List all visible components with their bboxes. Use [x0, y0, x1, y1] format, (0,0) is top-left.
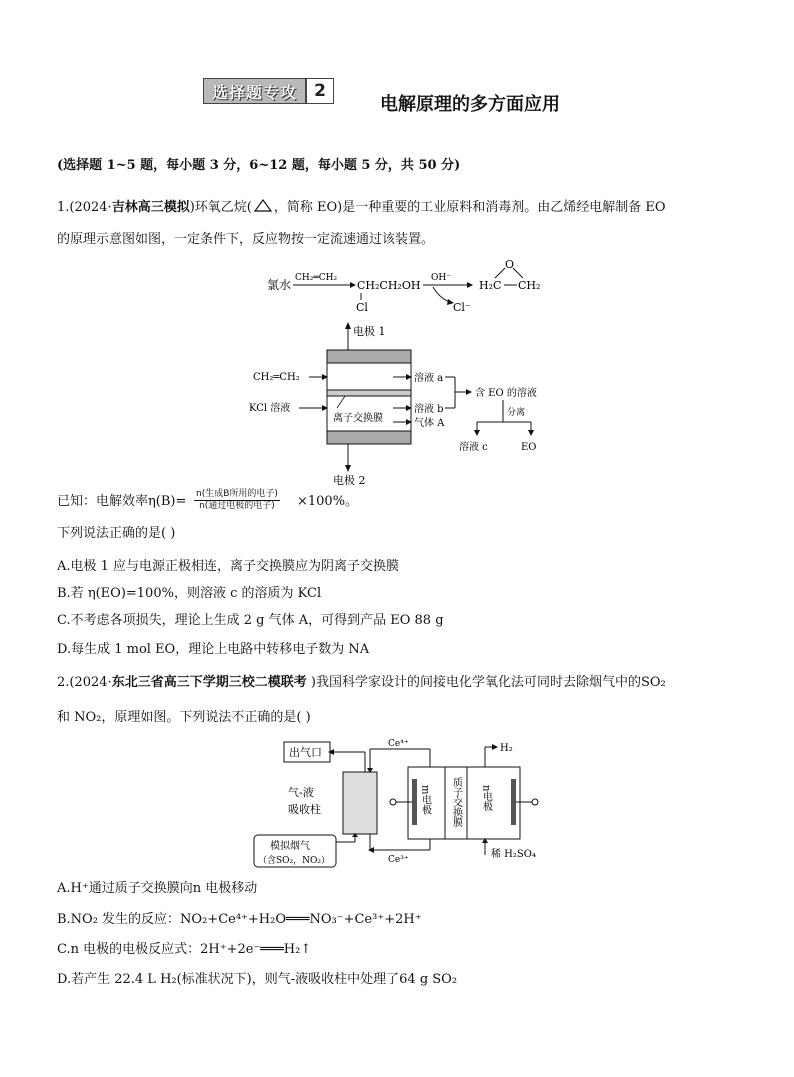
electrode1-label: 电极 1 [353, 325, 386, 338]
membrane-label-2: 质子交换膜 [450, 777, 462, 827]
q1-option-d: D.每生成 1 mol EO，理论上电路中转移电子数为 NA [57, 642, 370, 657]
q2-stem-line1 [57, 674, 666, 692]
ce4-label: Ce⁴⁺ [388, 739, 409, 749]
n-electrode-label: n电极 [480, 785, 492, 812]
q2-stem-a: 我国科学家设计的间接电化学氧化法可同时去除烟气中的SO₂ [315, 675, 666, 690]
score-instructions: (选择题 1~5 题，每小题 3 分，6~12 题，每小题 5 分，共 50 分) [57, 158, 461, 173]
q1-option-b: B.若 η(EO)=100%，则溶液 c 的溶质为 KCl [57, 586, 322, 601]
flue-gas-diagram [250, 737, 550, 872]
known-prefix: 已知：电解效率 [57, 494, 149, 509]
scheme-product-right: CH₂ [518, 279, 541, 292]
electrode2-label: 电极 2 [333, 474, 366, 487]
q2-source-prefix: (2024· [69, 675, 112, 690]
flue-label-2: （含SO₂，NO₂） [258, 856, 331, 866]
ce3-label: Ce³⁺ [388, 855, 409, 865]
q1-stem-a: 环氧乙烷( [194, 200, 252, 215]
electrode2-arrow [345, 465, 351, 472]
q2-source: 东北三省高三下学期三校二模联考 [111, 675, 307, 690]
column-label-1: 气-液 [288, 786, 314, 799]
q1-prompt: 下列说法正确的是( ) [57, 526, 176, 541]
eo-solution: 含 EO 的溶液 [475, 388, 537, 399]
q1-source: 吉林高三模拟 [111, 200, 190, 215]
membrane-label: 离子交换膜 [333, 413, 383, 424]
scheme-arrow-head-1 [350, 282, 356, 288]
q1-stem-line1 [57, 197, 666, 217]
electrode1-plate [327, 350, 411, 363]
q1-stem-b: ，简称 EO)是一种重要的工业原料和消毒剂。由乙烯经电解制备 EO [273, 200, 666, 215]
scheme-product-left: H₂C [479, 279, 502, 292]
q2-option-a: A.H⁺通过质子交换膜向n 电极移动 [57, 881, 258, 896]
m-electrode-label: m电极 [419, 785, 431, 815]
scheme-co-bond-1 [495, 268, 505, 278]
q1-source-prefix: (2024· [69, 200, 112, 215]
n-electrode-plate [511, 779, 516, 825]
separation-label: 分离 [507, 408, 526, 418]
q1-source-suffix: ) [189, 200, 195, 215]
q2-option-b: B.NO₂ 发生的反应：NO₂+Ce⁴⁺+H₂O═══NO₃⁻+Ce³⁺+2H⁺ [57, 912, 422, 927]
membrane-strip [327, 390, 411, 396]
scheme-arrow-head-2 [467, 282, 473, 288]
flue-label-1: 模拟烟气 [270, 841, 310, 852]
scheme-cl: Cl [356, 301, 368, 314]
electrode1-arrow [345, 322, 351, 329]
known-eta: η(B)= [148, 494, 187, 509]
kcl-inlet: KCl 溶液 [249, 403, 291, 414]
page-title: 电解原理的多方面应用 [380, 94, 560, 115]
q2-number: 2. [57, 675, 70, 690]
q1-option-a: A.电极 1 应与电源正极相连，离子交换膜应为阴离子交换膜 [57, 559, 400, 574]
known-fraction [194, 489, 280, 512]
q2-stem-line2: 和 NO₂，原理如图。下列说法不正确的是( ) [57, 710, 311, 725]
solution-c: 溶液 c [459, 442, 488, 453]
q2-source-suffix: ) [306, 675, 316, 690]
section-tag [203, 78, 334, 104]
dilute-acid-label: 稀 H₂SO₄ [491, 849, 536, 860]
scheme-o: O [505, 258, 515, 271]
eo-product: EO [521, 442, 537, 453]
scheme-co-bond-2 [513, 268, 523, 278]
q1-stem-line2: 的原理示意图如图，一定条件下，反应物按一定流速通过该装置。 [57, 232, 435, 247]
scheme-chlorine-water: 氯水 [267, 278, 292, 292]
scheme-cl-minus: Cl⁻ [453, 301, 471, 314]
cell-outline [327, 350, 411, 444]
electrolysis-apparatus [245, 322, 565, 487]
q2-option-d: D.若产生 22.4 L H₂(标准状况下)，则气-液吸收柱中处理了64 g SO₂ [57, 972, 458, 987]
h2-label: H₂ [500, 743, 513, 754]
scheme-ethylene-label: CH₂═CH₂ [295, 273, 338, 283]
reaction-scheme [255, 258, 555, 318]
section-tag-number: 2 [305, 79, 333, 103]
solution-a: 溶液 a [414, 373, 444, 384]
solution-b: 溶液 b [414, 404, 444, 415]
q1-number: 1. [57, 200, 70, 215]
m-electrode-plate [412, 779, 417, 825]
section-tag-label: 选择题专攻 [204, 79, 305, 103]
scheme-intermediate: CH₂CH₂OH [357, 279, 421, 292]
electrode2-plate [327, 431, 411, 444]
scheme-oh: OH⁻ [431, 273, 451, 283]
q2-option-c: C.n 电极的电极反应式：2H⁺+2e⁻═══H₂↑ [57, 942, 312, 957]
gas-a: 气体 A [414, 418, 445, 429]
known-suffix: ×100%。 [297, 494, 359, 509]
absorption-column [343, 772, 377, 834]
known-denominator: n(通过电极的电子) [199, 501, 275, 511]
column-label-2: 吸收柱 [288, 803, 321, 816]
ethylene-inlet: CH₂═CH₂ [253, 372, 300, 383]
q1-known [57, 493, 186, 511]
outlet-label: 出气口 [289, 746, 322, 759]
epoxide-icon [252, 197, 274, 213]
known-numerator: n(生成B所用的电子) [196, 489, 278, 499]
q1-option-c: C.不考虑各项损失，理论上生成 2 g 气体 A，可得到产品 EO 88 g [57, 613, 444, 628]
